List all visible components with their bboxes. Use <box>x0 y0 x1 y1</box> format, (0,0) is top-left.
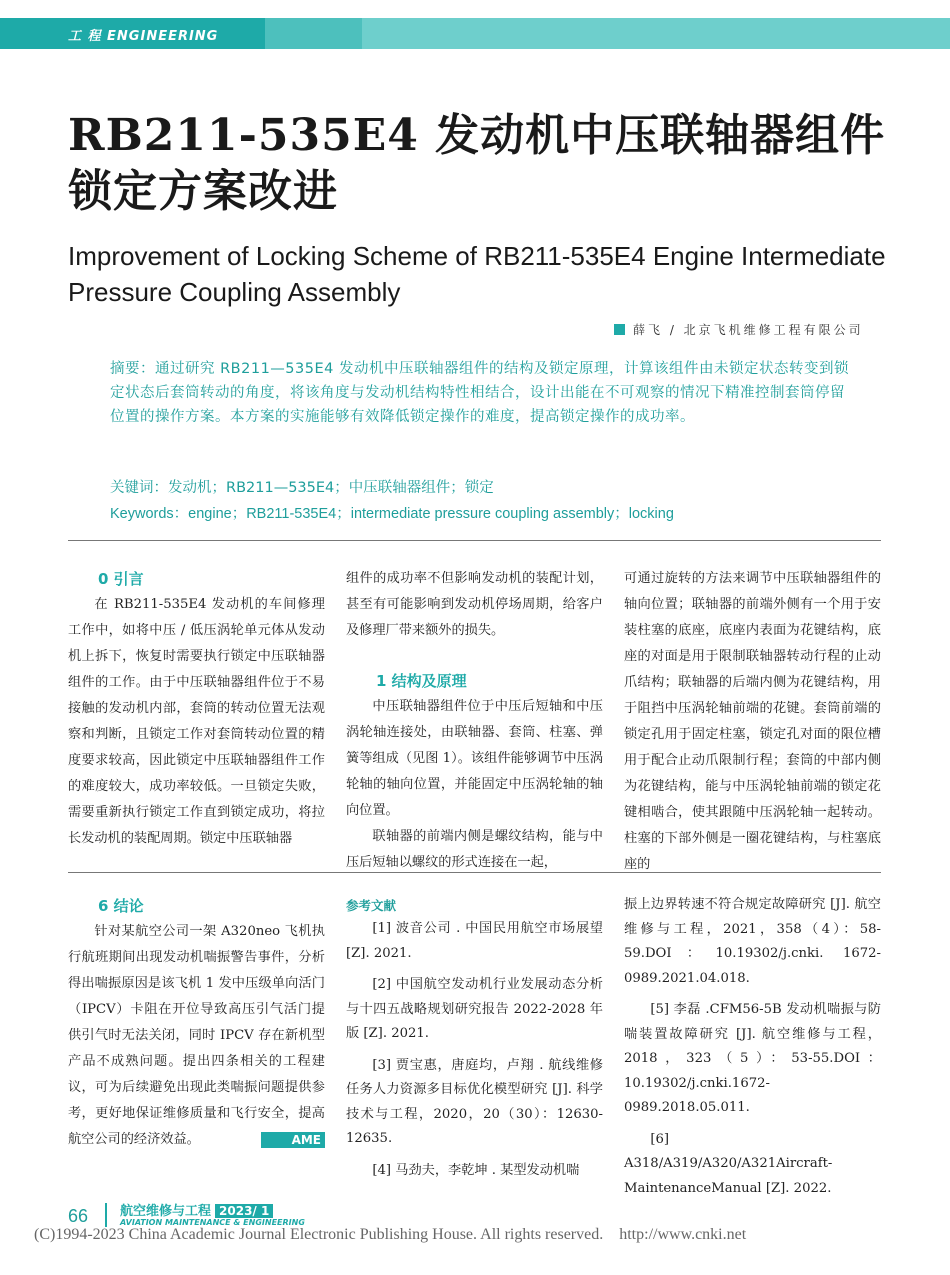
column-3-references <box>624 893 881 1208</box>
magazine-name <box>120 1200 273 1219</box>
magazine-name-english: AVIATION MAINTENANCE & ENGINEERING <box>120 1218 305 1227</box>
english-title-line1: Improvement of Locking Scheme of RB211-535E4 Engine Intermediate <box>68 241 886 271</box>
author-text: 薛飞 / 北京飞机维修工程有限公司 <box>633 323 864 337</box>
reference-4: [4] 马劲夫，李乾坤 . 某型发动机喘 <box>372 1162 580 1178</box>
header-band-mid <box>265 18 362 49</box>
section-1-paragraph-2: 联轴器的前端内侧是螺纹结构，能与中压后短轴以螺纹的形式连接在一起， <box>346 829 603 870</box>
section-0-paragraph: 在 RB211-535E4 发动机的车间修理工作中，如将中压 / 低压涡轮单元体从发动机上拆下，恢复时需要执行锁定中压联轴器组件的工作。由于中压联轴器组件位于不易接触的发动机内部，套筒的转动位置无法观察和判断，且锁定工作对套筒转动位置的精度要求较高，因此锁定中压联轴器组件工作的难度较大，成功率较低。一旦锁定失败，需要重新执行锁定工作直到锁定成功，将拉长发动机的装配周期。锁定中压联轴器 <box>68 597 325 846</box>
reference-6: [6] A318/A319/A320/A321Aircraft-MaintenanceManual [Z]. 2022. <box>624 1131 833 1196</box>
section-6-paragraph <box>68 919 325 1153</box>
section-1-paragraph-2-continued: 可通过旋转的方法来调节中压联轴器组件的轴向位置；联轴器的前端外侧有一个用于安装柱塞的底座，底座内表面为花键结构，底座的对面是用于限制联轴器转动行程的止动爪结构；联轴器的后端内侧为花键结构，用于阻挡中压涡轮轴前端的花键。套筒前端的锁定孔用于固定柱塞，锁定孔对面的限位槽用于配合止动爪限制行程；套筒的中部内侧为花键结构，能与中压涡轮轴前端的锁定花键相啮合，使其跟随中压涡轮轴一起转动。柱塞的下部外侧是一圈花键结构，与柱塞底座的 <box>624 571 881 872</box>
copyright-line: (C)1994-2023 China Academic Journal Electronic Publishing House. All rights reserved. http://www.cnki.net <box>34 1226 747 1243</box>
magazine-title: 航空维修与工程 <box>120 1204 212 1219</box>
page-number: 66 <box>68 1206 89 1226</box>
section-0-paragraph-continued: 组件的成功率不但影响发动机的装配计划，甚至有可能影响到发动机停场周期，给客户及修理厂带来额外的损失。 <box>346 571 603 638</box>
column-2-references <box>346 895 603 1190</box>
chinese-title <box>68 108 898 220</box>
divider-middle <box>68 872 881 873</box>
column-1-upper <box>68 566 325 852</box>
abstract: 摘要：通过研究 RB211—535E4 发动机中压联轴器组件的结构及锁定原理，计算该组件由未锁定状态转变到锁定状态后套筒转动的角度，将该角度与发动机结构特性相结合，设计出能在不可观察的情况下精准控制套筒停留位置的操作方案。本方案的实施能够有效降低锁定操作的难度，提高锁定操作的成功率。 <box>110 361 849 425</box>
references-heading: 参考文献 <box>346 898 397 913</box>
section-header-band <box>0 18 950 49</box>
reference-5: [5] 李磊 .CFM56-5B 发动机喘振与防喘装置故障研究 [J]. 航空维修与工程，2018，323（5）：53-55.DOI：10.19302/j.cnki.1672-0989.2018.05.011. <box>624 1002 881 1115</box>
footer-divider <box>105 1203 107 1227</box>
section-1-heading: 1 结构及原理 <box>376 672 467 690</box>
section-label: 工 程 ENGINEERING <box>68 29 219 44</box>
column-3-upper <box>624 566 881 878</box>
conclusion-text: 针对某航空公司一架 A320neo 飞机执行航班期间出现发动机喘振警告事件，分析得出喘振原因是该飞机 1 发中压级单向活门（IPCV）卡阻在开位导致高压引气活门提供引气时无法关闭，同时 IPCV 存在新机型产品不成熟问题。提出四条相关的工程建议，可为后续避免出现此类喘振问题提供参考，更好地保证维修质量和飞行安全，提高航空公司的经济效益。 <box>68 924 325 1147</box>
section-0-heading: 0 引言 <box>98 570 144 588</box>
ame-end-mark: AME <box>261 1132 325 1148</box>
reference-1: [1] 波音公司 . 中国民用航空市场展望 [Z]. 2021. <box>346 921 603 961</box>
chinese-title-line1: RB211-535E4 发动机中压联轴器组件 <box>68 110 886 161</box>
reference-2: [2] 中国航空发动机行业发展动态分析与十四五战略规划研究报告 2022-2028 年版 [Z]. 2021. <box>346 977 603 1041</box>
reference-3: [3] 贾宝惠，唐庭均，卢翔 . 航线维修任务人力资源多目标优化模型研究 [J]. 科学技术与工程，2020，20（30）：12630-12635. <box>346 1057 603 1146</box>
author-line <box>614 321 864 338</box>
column-2-upper <box>346 566 603 876</box>
english-title-line2: Pressure Coupling Assembly <box>68 277 401 307</box>
keywords-english: Keywords：engine；RB211-535E4；intermediate pressure coupling assembly；locking <box>110 506 674 522</box>
section-1-paragraph-1: 中压联轴器组件位于中压后短轴和中压涡轮轴连接处，由联轴器、套筒、柱塞、弹簧等组成（见图 1）。该组件能够调节中压涡轮轴的轴向位置，并能固定中压涡轮轴的轴向位置。 <box>346 699 603 818</box>
english-title <box>68 238 908 310</box>
divider-top <box>68 540 881 541</box>
keywords-chinese: 关键词：发动机；RB211—535E4；中压联轴器组件；锁定 <box>110 480 494 496</box>
issue-badge: 2023/ 1 <box>215 1204 273 1218</box>
reference-4-continued: 振上边界转速不符合规定故障研究 [J]. 航空维修与工程，2021，358（4）：58-59.DOI：10.19302/j.cnki. 1672-0989.2021.04.018. <box>624 897 881 986</box>
section-6-heading: 6 结论 <box>98 897 144 915</box>
author-square-icon <box>614 324 625 335</box>
column-1-lower <box>68 893 325 1153</box>
chinese-title-line2: 锁定方案改进 <box>68 166 338 217</box>
